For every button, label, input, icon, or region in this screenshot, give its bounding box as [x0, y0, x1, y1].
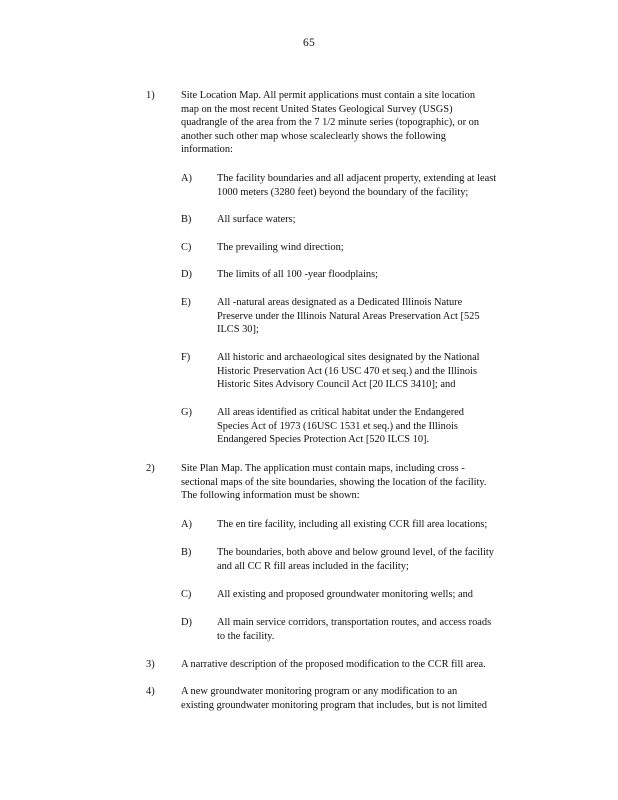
text-line: Historic Sites Advisory Council Act [20 ILCS 3410]; and — [217, 379, 456, 391]
item-text — [217, 172, 539, 199]
text-line: Species Act of 1973 (16USC 1531 et seq.) and the Illinois — [217, 420, 458, 432]
text-line: quadrangle of the area from the 7 1/2 minute series (topographic), or on — [181, 117, 480, 129]
item-letter: B) — [181, 547, 192, 558]
text-line: A new groundwater monitoring program or any modification to an — [181, 686, 458, 697]
text-line: The en tire facility, including all existing CCR fill area locations; — [217, 519, 488, 530]
text-line: Preserve under the Illinois Natural Areas Preservation Act [525 — [217, 310, 480, 322]
text-line: The facility boundaries and all adjacent property, extending at least — [217, 173, 497, 184]
item-letter: C) — [181, 242, 192, 253]
text-line: Historic Preservation Act (16 USC 470 et seq.) and the Illinois — [217, 365, 478, 377]
item-number: 2) — [146, 463, 155, 474]
item-letter: E) — [181, 297, 191, 308]
item-letter: F) — [181, 352, 191, 363]
item-text — [217, 406, 539, 447]
item-text — [217, 546, 539, 573]
item-text — [217, 518, 539, 532]
text-line: Endangered Species Protection Act [520 ILCS 10]. — [217, 434, 430, 446]
item-letter: C) — [181, 589, 192, 600]
text-line: All areas identified as critical habitat under the Endangered — [217, 407, 464, 418]
item-text — [217, 588, 539, 602]
item-text — [217, 296, 539, 337]
text-line: The boundaries, both above and below ground level, of the facility — [217, 547, 495, 558]
item-letter: G) — [181, 407, 192, 418]
item-text — [181, 685, 526, 712]
item-text — [181, 462, 526, 503]
text-line: ILCS 30]; — [217, 324, 259, 336]
item-letter: B) — [181, 214, 192, 225]
text-line: The limits of all 100 -year floodplains; — [217, 269, 379, 280]
text-line: sectional maps of the site boundaries, showing the location of the facility. — [181, 476, 487, 488]
text-line: All existing and proposed groundwater monitoring wells; and — [217, 589, 473, 600]
text-line: existing groundwater monitoring program that includes, but is not limited — [181, 699, 487, 711]
text-line: 1000 meters (3280 feet) beyond the boundary of the facility; — [217, 186, 469, 198]
item-text — [181, 658, 526, 672]
item-number: 1) — [146, 90, 155, 101]
text-line: map on the most recent United States Geological Survey (USGS) — [181, 103, 453, 115]
item-letter: A) — [181, 519, 192, 530]
item-number: 3) — [146, 659, 155, 670]
item-text — [217, 616, 539, 643]
item-text — [217, 351, 539, 392]
item-letter: D) — [181, 617, 192, 628]
text-line: The following information must be shown: — [181, 490, 360, 502]
text-line: All surface waters; — [217, 214, 296, 225]
item-number: 4) — [146, 686, 155, 697]
text-line: another such other map whose scaleclearly shows the following — [181, 130, 446, 142]
text-line: All historic and archaeological sites designated by the National — [217, 352, 480, 363]
item-letter: D) — [181, 269, 192, 280]
page-number: 65 — [303, 37, 315, 49]
text-line: to the facility. — [217, 630, 275, 642]
item-text — [217, 213, 539, 227]
text-line: information: — [181, 144, 233, 156]
text-line: Site Plan Map. The application must contain maps, including cross - — [181, 463, 465, 474]
item-text — [217, 268, 539, 282]
item-letter: A) — [181, 173, 192, 184]
text-line: Site Location Map. All permit applications must contain a site location — [181, 90, 476, 101]
text-line: A narrative description of the proposed modification to the CCR fill area. — [181, 659, 486, 670]
text-line: All -natural areas designated as a Dedicated Illinois Nature — [217, 297, 463, 308]
text-line: The prevailing wind direction; — [217, 242, 344, 253]
text-line: and all CC R fill areas included in the facility; — [217, 560, 409, 572]
item-text — [181, 89, 526, 157]
text-line: All main service corridors, transportation routes, and access roads — [217, 617, 492, 628]
item-text — [217, 241, 539, 255]
